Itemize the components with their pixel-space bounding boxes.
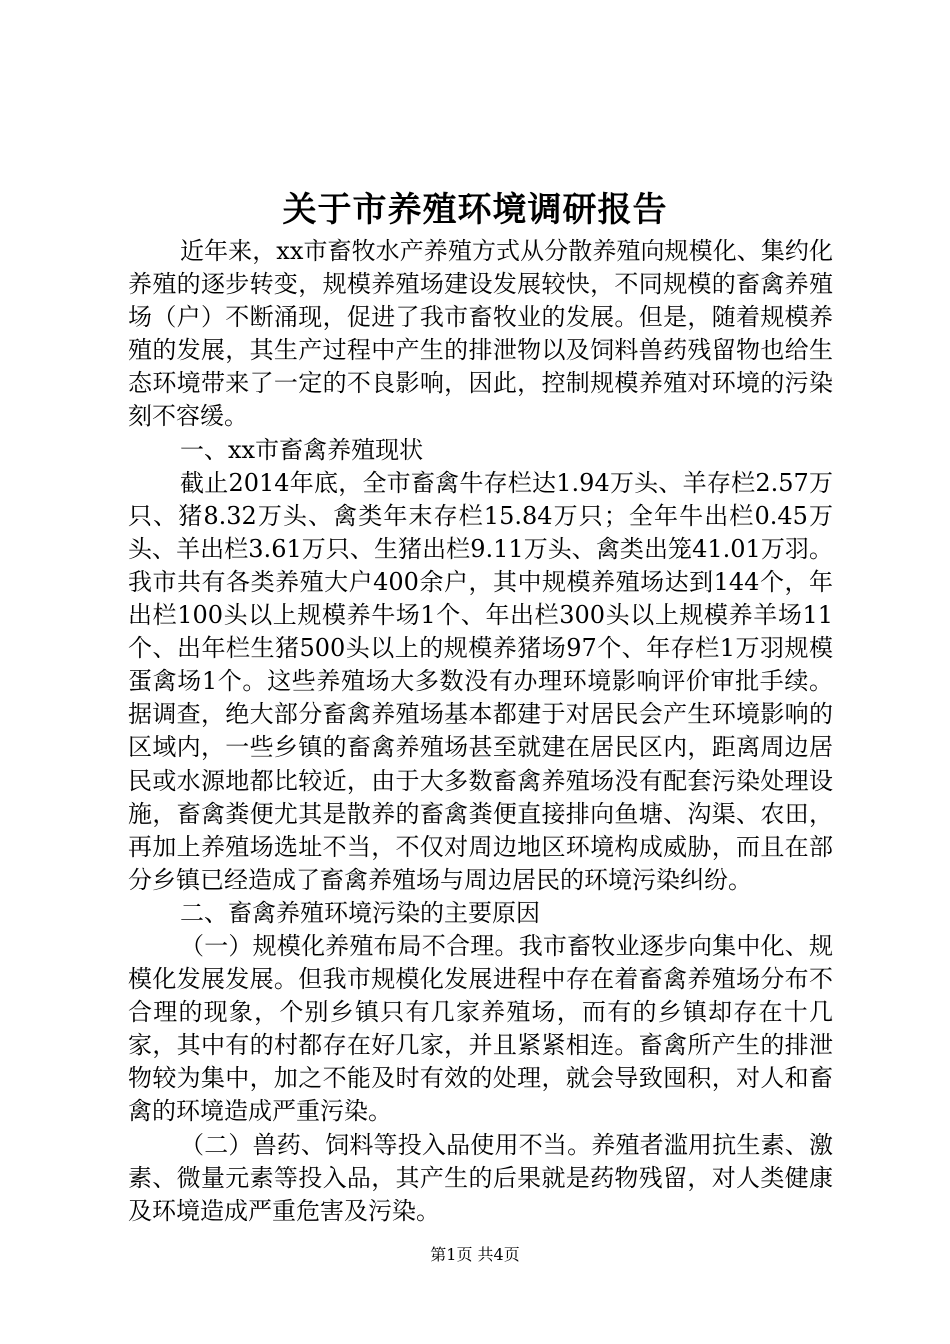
- paragraph-cause-layout: （一）规模化养殖布局不合理。我市畜牧业逐步向集中化、规模化发展发展。但我市规模化发展进程中存在着畜禽养殖场分布不合理的现象，个别乡镇只有几家养殖场，而有的乡镇却存在十几家，其中有的村都存在好几家，并且紧紧相连。畜禽所产生的排泄物较为集中，加之不能及时有效的处理，就会导致囤积，对人和畜禽的环境造成严重污染。: [128, 931, 833, 1126]
- page-footer: 第1页 共4页: [430, 1245, 520, 1264]
- paragraph-cause-inputs: （二）兽药、饲料等投入品使用不当。养殖者滥用抗生素、激素、微量元素等投入品，其产生的后果就是药物残留，对人类健康及环境造成严重危害及污染。: [128, 1130, 833, 1225]
- paragraph-intro: 近年来，xx市畜牧水产养殖方式从分散养殖向规模化、集约化养殖的逐步转变，规模养殖场建设发展较快，不同规模的畜禽养殖场（户）不断涌现，促进了我市畜牧业的发展。但是，随着规模养殖的发展，其生产过程中产生的排泄物以及饲料兽药残留物也给生态环境带来了一定的不良影响，因此，控制规模养殖对环境的污染刻不容缓。: [128, 237, 833, 431]
- document-body: [128, 235, 833, 1228]
- paragraph-status: 截止2014年底，全市畜禽牛存栏达1.94万头、羊存栏2.57万只、猪8.32万头、禽类年末存栏15.84万只；全年牛出栏0.45万头、羊出栏3.61万只、生猪出栏9.11万头、禽类出笼41.01万羽。我市共有各类养殖大户400余户，其中规模养殖场达到144个，年出栏100头以上规模养牛场1个、年出栏300头以上规模养羊场11个、出年栏生猪500头以上的规模养猪场97个、年存栏1万羽规模蛋禽场1个。这些养殖场大多数没有办理环境影响评价审批手续。据调查，绝大部分畜禽养殖场基本都建于对居民会产生环境影响的区域内，一些乡镇的畜禽养殖场甚至就建在居民区内，距离周边居民或水源地都比较近，由于大多数畜禽养殖场没有配套污染处理设施，畜禽粪便尤其是散养的畜禽粪便直接排向鱼塘、沟渠、农田，再加上养殖场选址不当，不仅对周边地区环境构成威胁，而且在部分乡镇已经造成了畜禽养殖场与周边居民的环境污染纠纷。: [128, 468, 833, 894]
- section-heading-causes: 二、畜禽养殖环境污染的主要原因: [180, 898, 540, 927]
- document-title: 关于市养殖环境调研报告: [282, 190, 668, 230]
- section-heading-status: 一、xx市畜禽养殖现状: [180, 435, 424, 464]
